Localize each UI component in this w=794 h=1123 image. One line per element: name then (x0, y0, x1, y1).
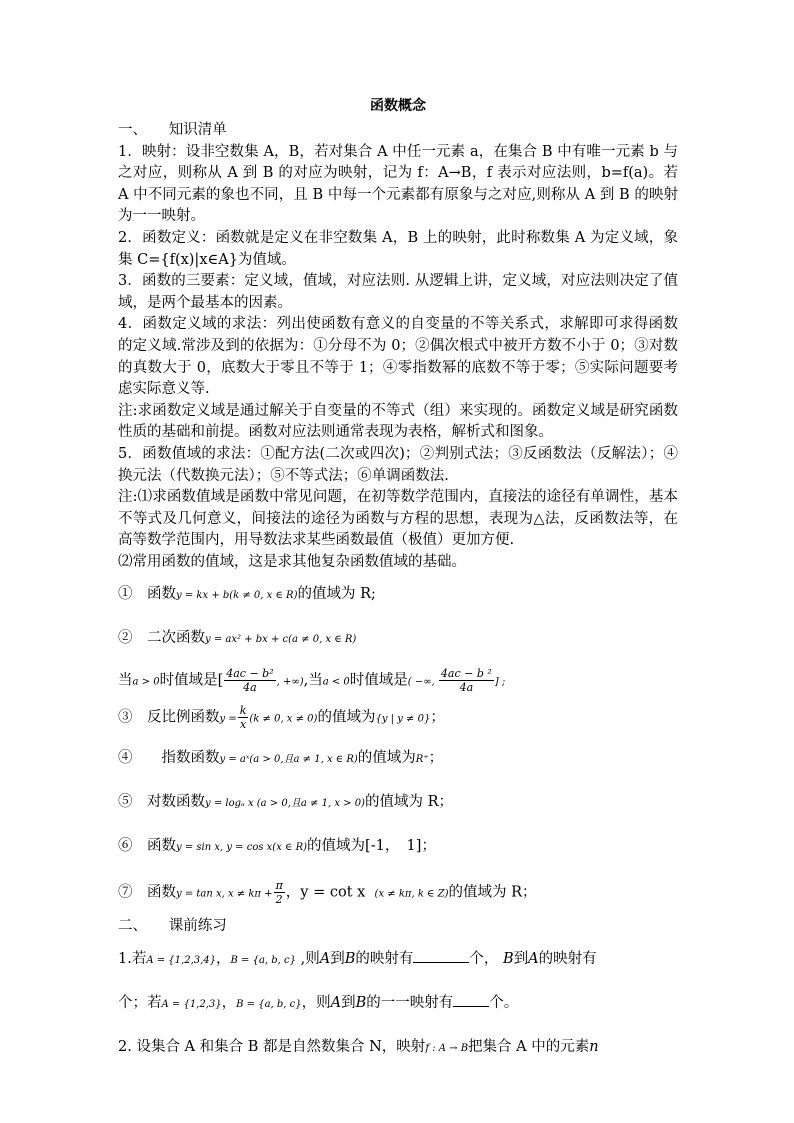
fraction-k-over-x (238, 704, 249, 731)
numerator: π (275, 879, 283, 893)
bracket: ] ; (494, 676, 506, 688)
text: 到 (341, 995, 356, 1012)
formula-cot-cond: (x ≠ kπ, k ∈ Z) (374, 888, 449, 900)
formula-linear-range: 的值域为 R; (297, 586, 376, 603)
paragraph-common-ranges: ⑵常用函数的值域，这是求其他复杂函数值域的基础。 (118, 553, 466, 570)
paragraph-domain-method: 4．函数定义域的求法：列出使函数有意义的自变量的不等关系式，求解即可求得函数的定义域.常涉及到的依据为：①分母不为 0；②偶次根式中被开方数不小于 0；③对数的真数大于 0，底数大于零且不等于 1；④零指数幂的底数不等于零；⑤实际问题要考虑实际意义等. (118, 316, 678, 398)
formula-quadratic-expr: y = ax² + bx + c(a ≠ 0, x ∈ R) (205, 634, 357, 646)
formula-tan-range: 的值域为 R； (448, 884, 537, 901)
numerator: 4ac − b² (226, 667, 274, 681)
paragraph-mapping: 1．映射：设非空数集 A，B，若对集合 A 中任一元素 a，在集合 B 中有唯一元素 b 与之对应，则称从 A 到 B 的对应为映射，记为 f：A→B，f 表示对应法则，b=f(a)。若 A 中不同元素的象也不同，且 B 中每一个元素都有原象与之对应,则称从 A 到 B 的映射为一一映射。 (118, 143, 678, 225)
exercise-1-line-2 (118, 992, 678, 1016)
text: 到 (513, 951, 529, 968)
text: 2. 设集合 A 和集合 B 都是自然数集合 N，映射 (118, 1039, 426, 1056)
condition-a-negative: a < 0 (322, 676, 350, 688)
fraction-min-value (224, 667, 275, 694)
text: ， (221, 995, 237, 1012)
answer-blank-2[interactable] (453, 992, 489, 1007)
text: 1.若 (118, 951, 147, 968)
text: 把集合 A 中的元素 (468, 1039, 590, 1056)
set-a: A = {1,2,3,4} (146, 955, 217, 967)
formula-quadratic (118, 627, 678, 651)
set-a: A = {1,2,3} (161, 999, 222, 1011)
numerator: 4ac − b ² (440, 667, 492, 681)
text: 的值域为 (317, 709, 376, 726)
formula-inverse-y: y = (219, 713, 237, 725)
set-b: B = {a, b, c} (230, 955, 297, 967)
var-a: A (330, 995, 342, 1012)
fraction-max-value (439, 667, 494, 694)
text: ，y = cot x (285, 884, 366, 901)
text: ,则 (296, 951, 320, 968)
paragraph-domain-note: 注:求函数定义域是通过解关于自变量的不等式（组）来实现的。函数定义域是研究函数性质的基础和前提。函数对应法则通常表现为表格，解析式和图象。 (118, 402, 678, 441)
formula-inverse (118, 704, 678, 731)
exercise-1-line-1 (118, 948, 678, 972)
formula-log-label: ⑤ 对数函数 (118, 794, 205, 811)
var-b: B (344, 951, 356, 968)
set-b: B = {a, b, c} (236, 999, 302, 1011)
fraction-pi-over-2 (274, 879, 285, 906)
section-heading-exercises: 二、 课前练习 (118, 918, 227, 935)
document-page (118, 96, 678, 1060)
formula-linear (118, 583, 678, 607)
formula-linear-expr: y = kx + b(k ≠ 0, x ∈ R) (176, 590, 298, 602)
condition-a-positive: a > 0 (132, 676, 160, 688)
text: 的映射有 (355, 951, 414, 968)
var-a: A (528, 951, 539, 968)
answer-blank-1[interactable] (413, 948, 469, 963)
denominator: 4a (243, 681, 257, 695)
var-a: A (319, 951, 331, 968)
paragraph-function-definition: 2．函数定义：函数就是定义在非空数集 A，B 上的映射，此时称数集 A 为定义域，象集 C={f(x)|x∈A}为值域。 (118, 229, 678, 268)
mapping-expr: f : A → B (425, 1043, 469, 1055)
text: 的值域为 (357, 750, 416, 767)
text: 的一一映射有 (366, 995, 454, 1012)
paragraph-three-elements: 3．函数的三要素：定义域，值域，对应法则. 从逻辑上讲，定义域，对应法则决定了值域，是两个最基本的因素。 (118, 273, 678, 311)
paragraph-range-method: 5．函数值域的求法：①配方法(二次或四次)；②判别式法；③反函数法（反解法）；④换元法（代数换元法）；⑤不等式法；⑥单调函数法. (118, 445, 678, 484)
text: 个。 (489, 995, 519, 1012)
formula-log-range: 的值域为 R； (364, 794, 453, 811)
denominator: x (239, 718, 247, 732)
formula-trig (118, 835, 678, 859)
formula-exponential (118, 747, 678, 771)
denominator: 2 (275, 893, 283, 907)
formula-inverse-range: {y | y ≠ 0} (375, 713, 431, 725)
formula-exponential-range: R⁺ (415, 754, 429, 766)
text: 到 (330, 951, 345, 968)
exercise-2 (118, 1036, 678, 1060)
text: 时值域是 (349, 672, 408, 689)
formula-log (118, 791, 678, 815)
text: 当 (118, 672, 133, 689)
formula-exponential-label: ④ 指数函数 (118, 750, 220, 767)
formula-tan-cot (118, 879, 678, 906)
formula-linear-label: ① 函数 (118, 586, 176, 603)
formula-inverse-cond: (k ≠ 0, x ≠ 0) (249, 713, 318, 725)
denominator: 4a (459, 681, 474, 695)
numerator: k (239, 704, 247, 718)
formula-log-expr: y = logₐ x (a > 0,且a ≠ 1, x > 0) (205, 798, 365, 810)
bracket: [ (217, 672, 224, 689)
text: ； (428, 750, 444, 767)
var-b: B (355, 995, 367, 1012)
formula-inverse-label: ③ 反比例函数 (118, 709, 220, 726)
text: 个， (469, 951, 499, 968)
paragraph-range-note: 注:⑴求函数值域是函数中常见问题，在初等数学范围内，直接法的途径有单调性，基本不等式及几何意义，间接法的途径为函数与方程的思想，表现为△法，反函数法等，在高等数学范围内，用导数法求某些函数最值（极值）更加方便. (118, 489, 678, 549)
text: 的映射有 (538, 951, 597, 968)
formula-trig-expr: y = sin x, y = cos x(x ∈ R) (176, 842, 308, 854)
formula-quadratic-range (118, 667, 678, 694)
text: ； (430, 709, 445, 726)
bracket: ( −∞, (407, 676, 438, 688)
text: 个；若 (118, 995, 162, 1012)
formula-tan-expr: y = tan x, x ≠ kπ + (176, 888, 273, 900)
bracket: , +∞) (276, 676, 304, 688)
formula-quadratic-label: ② 二次函数 (118, 630, 205, 647)
formula-exponential-expr: y = aˣ(a > 0,且a ≠ 1, x ∈ R) (219, 754, 358, 766)
var-b: B (502, 951, 514, 968)
section-heading-knowledge: 一、 知识清单 (118, 122, 227, 138)
formula-trig-label: ⑥ 函数 (118, 838, 176, 855)
formula-trig-range: 的值域为[-1， 1]； (307, 838, 436, 855)
formula-tan-label: ⑦ 函数 (118, 884, 176, 901)
text: ， (216, 951, 231, 968)
text: ,当 (303, 672, 323, 689)
page-title: 函数概念 (370, 98, 426, 114)
text: ，则 (301, 995, 331, 1012)
text: 时值域是 (159, 672, 218, 689)
var-n: n (589, 1039, 599, 1056)
